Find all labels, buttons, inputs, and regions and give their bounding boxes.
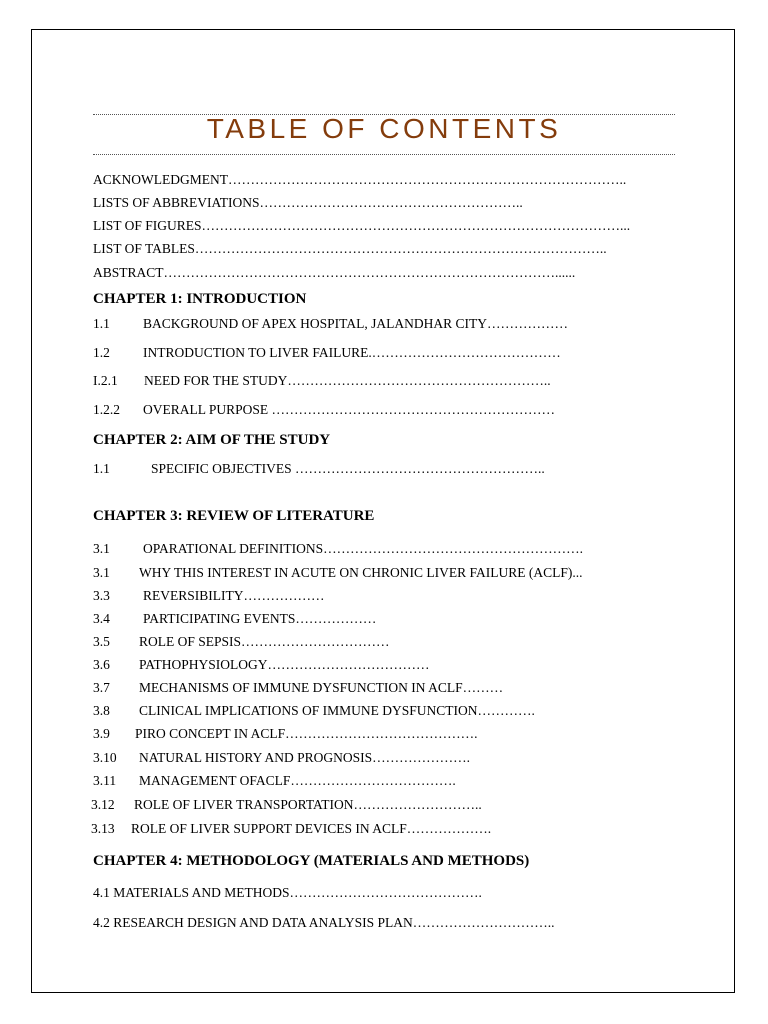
toc-entry (93, 373, 551, 389)
entry-text: NEED FOR THE STUDY………………………………………………….. (144, 373, 551, 388)
chapter-4-heading: CHAPTER 4: METHODOLOGY (MATERIALS AND METHODS) (93, 853, 530, 869)
entry-number: 1.1 (93, 316, 110, 331)
chapter-2-heading: CHAPTER 2: AIM OF THE STUDY (93, 432, 331, 448)
entry-number: 3.5 (93, 634, 110, 649)
entry-text: PATHOPHYSIOLOGY……………………………… (139, 657, 430, 672)
entry-text: NATURAL HISTORY AND PROGNOSIS…………………. (139, 750, 471, 765)
toc-entry-materials-methods: 4.1 MATERIALS AND METHODS……………………………………. (93, 885, 482, 900)
entry-number: 3.7 (93, 680, 110, 695)
page-title: TABLE OF CONTENTS (206, 113, 562, 144)
toc-entry (93, 316, 568, 332)
entry-text: ROLE OF LIVER TRANSPORTATION……………………….. (134, 797, 482, 812)
toc-entry (91, 797, 482, 813)
entry-text: REVERSIBILITY……………… (143, 588, 325, 603)
entry-text: SPECIFIC OBJECTIVES ……………………………………………….. (151, 461, 545, 476)
toc-entry (93, 634, 390, 650)
entry-number: 3.11 (93, 773, 117, 788)
entry-number: 3.8 (93, 703, 110, 718)
entry-number: 3.1 (93, 541, 110, 556)
entry-text: ROLE OF LIVER SUPPORT DEVICES IN ACLF………………. (131, 821, 492, 836)
toc-entry-research-design: 4.2 RESEARCH DESIGN AND DATA ANALYSIS PLAN………………………….. (93, 915, 555, 930)
entry-number: I.2.1 (93, 373, 118, 388)
toc-entry (93, 565, 582, 581)
entry-number: 3.6 (93, 657, 110, 672)
toc-entry (93, 680, 503, 696)
toc-entry (93, 588, 325, 604)
entry-number: 3.12 (91, 797, 115, 812)
toc-entry (93, 541, 583, 557)
entry-text: WHY THIS INTEREST IN ACUTE ON CHRONIC LIVER FAILURE (ACLF)... (139, 565, 583, 580)
entry-text: INTRODUCTION TO LIVER FAILURE.…………………………………… (143, 345, 561, 360)
toc-entry (93, 703, 535, 719)
entry-text: BACKGROUND OF APEX HOSPITAL, JALANDHAR CITY……………… (143, 316, 568, 331)
entry-number: 3.9 (93, 726, 110, 741)
toc-entry (93, 611, 376, 627)
toc-entry (93, 726, 478, 742)
entry-text: CLINICAL IMPLICATIONS OF IMMUNE DYSFUNCTION…………. (139, 703, 535, 718)
entry-number: 1.1 (93, 461, 110, 476)
toc-entry-figures: LIST OF FIGURES…………………………………………………………………………………... (93, 218, 631, 233)
toc-entry (93, 345, 561, 361)
toc-entry-abbreviations: LISTS OF ABBREVIATIONS………………………………………………….. (93, 195, 523, 210)
toc-entry-acknowledgment: ACKNOWLEDGMENT…………………………………………………………………………….. (93, 172, 627, 187)
entry-text: OVERALL PURPOSE ……………………………………………………… (143, 402, 556, 417)
toc-entry (91, 821, 491, 837)
entry-number: 1.2 (93, 345, 110, 360)
toc-entry (93, 657, 430, 673)
toc-entry (93, 773, 456, 789)
toc-entry-tables: LIST OF TABLES……………………………………………………………………………….. (93, 241, 607, 256)
chapter-3-heading: CHAPTER 3: REVIEW OF LITERATURE (93, 508, 375, 524)
entry-number: 3.10 (93, 750, 117, 765)
toc-entry (93, 402, 555, 418)
toc-entry-abstract: ABSTRACT……………………………………………………………………………...... (93, 265, 576, 280)
entry-text: MECHANISMS OF IMMUNE DYSFUNCTION IN ACLF……… (139, 680, 504, 695)
entry-number: 1.2.2 (93, 402, 120, 417)
entry-number: 3.3 (93, 588, 110, 603)
entry-number: 3.4 (93, 611, 110, 626)
entry-text: ROLE OF SEPSIS…………………………… (139, 634, 390, 649)
entry-text: PIRO CONCEPT IN ACLF……………………………………. (135, 726, 478, 741)
title-bottom-rule (93, 154, 675, 155)
entry-text: OPARATIONAL DEFINITIONS…………………………………………………. (143, 541, 584, 556)
entry-number: 3.1 (93, 565, 110, 580)
entry-number: 3.13 (91, 821, 115, 836)
toc-entry (93, 750, 470, 766)
toc-entry (93, 461, 545, 477)
entry-text: PARTICIPATING EVENTS……………… (143, 611, 377, 626)
chapter-1-heading: CHAPTER 1: INTRODUCTION (93, 291, 307, 307)
entry-text: MANAGEMENT OFACLF………………………………. (139, 773, 456, 788)
